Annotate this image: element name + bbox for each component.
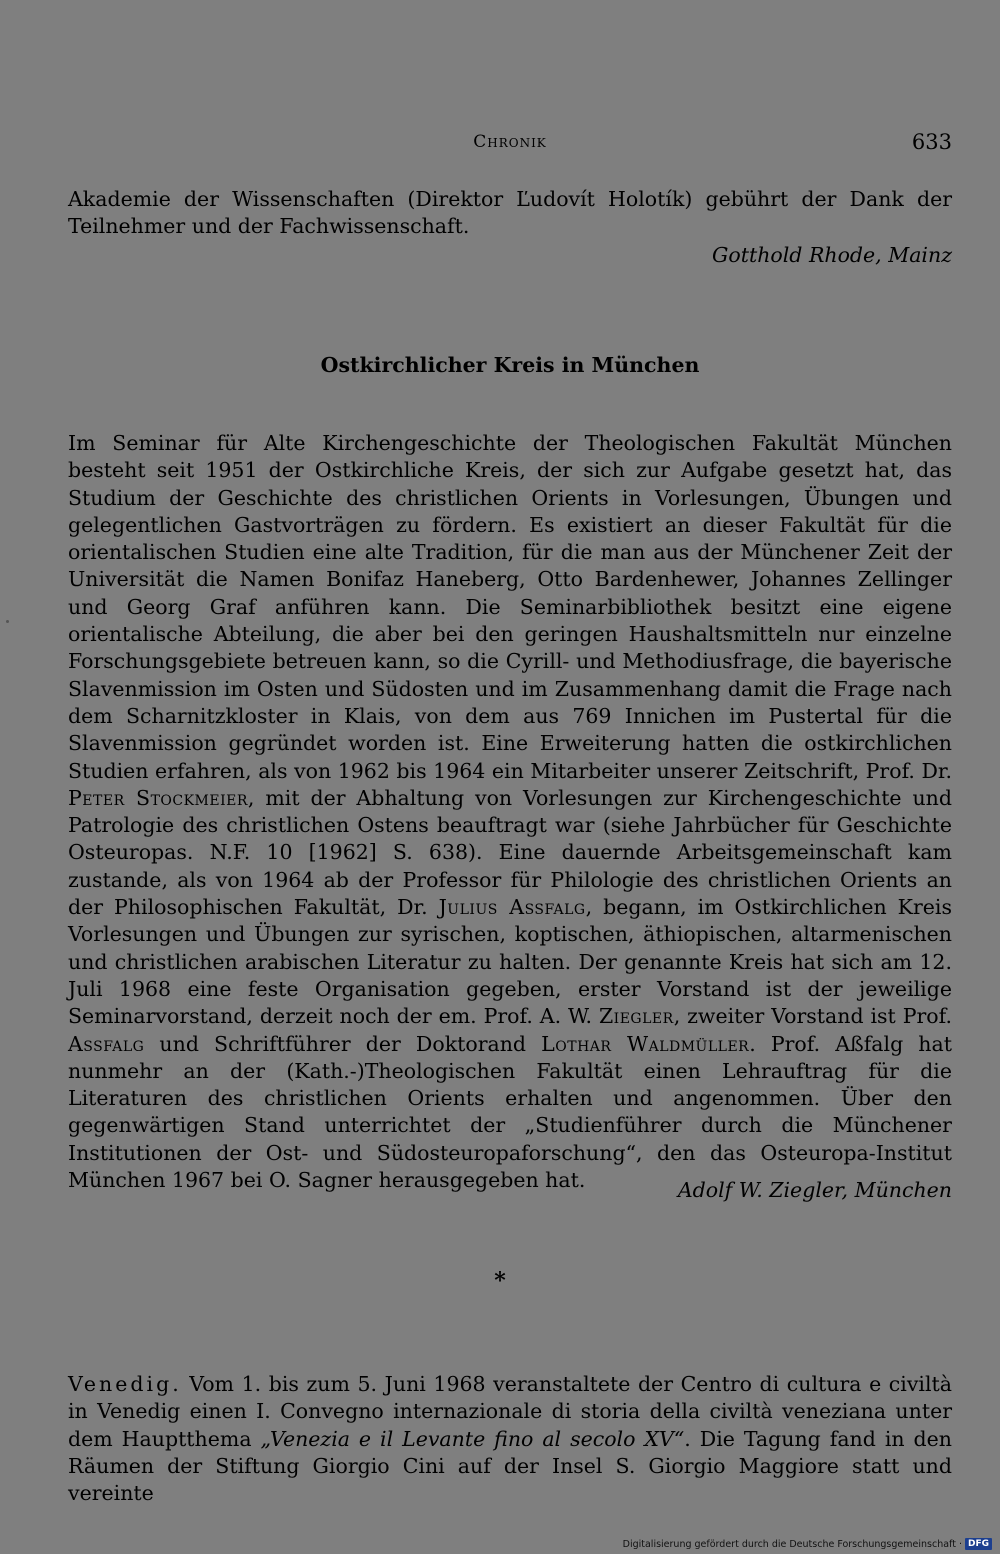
- running-head: [68, 130, 952, 158]
- venedig-lead: Venedig.: [68, 1372, 182, 1396]
- running-title: Chronik: [473, 132, 547, 152]
- article-heading: Ostkirchlicher Kreis in München: [320, 353, 700, 377]
- article-body: [68, 430, 952, 1194]
- venedig-paragraph: [68, 1371, 952, 1507]
- person-name: Julius Assfalg: [438, 895, 586, 920]
- article-text-5: und Schriftführer der Doktorand: [159, 1031, 527, 1056]
- continuation-paragraph: Akademie der Wissenschaften (Direktor Ľudovít Holotík) gebührt der Dank der Teilnehmer und der Fachwissenschaft.: [68, 187, 952, 239]
- article-text-1: Im Seminar für Alte Kirchengeschichte der Theologischen Fakultät München besteht seit 1951 der Ostkirchliche Kreis, der sich zur Aufgabe gesetzt hat, das Studium der Geschichte des christlichen Orients in Vorlesungen, Übungen und gelegentlichen Gastvorträgen zu fördern. Es existiert an dieser Fakultät für die orientalischen Studien eine alte Tradition, für die man aus der Münchener Zeit der Universität die Namen Bonifaz Haneberg, Otto Bardenhewer, Johannes Zellinger und Georg Graf anführen kann. Die Seminarbibliothek besitzt eine eigene orientalische Abteilung, die aber bei den geringen Haushaltsmitteln nur einzelne Forschungsgebiete betreuen kann, so die Cyrill- und Methodiusfrage, die bayerische Slavenmission im Osten und Südosten und im Zusammenhang damit die Frage nach dem Scharnitzkloster in Klais, von dem aus 769 Innichen im Pustertal für die Slavenmission gegründet worden ist. Eine Erweiterung hatten die ostkirchlichen Studien erfahren, als von 1962 bis 1964 ein Mitarbeiter unserer Zeitschrift, Prof. Dr.: [68, 431, 952, 783]
- digitization-footer: [623, 1536, 992, 1552]
- article-text-4: , zweiter Vorstand ist Prof.: [673, 1004, 952, 1029]
- footer-text: Digitalisierung gefördert durch die Deutsche Forschungsgemeinschaft ·: [622, 1538, 962, 1550]
- margin-mark: [6, 620, 9, 623]
- page-number: 633: [911, 130, 952, 154]
- article-signature: Adolf W. Ziegler, München: [677, 1178, 952, 1202]
- person-name: Peter Stockmeier: [68, 785, 248, 810]
- article-text-3: , begann, im Ostkirchlichen Kreis Vorlesungen und Übungen zur syrischen, koptischen, äthiopischen, altarmenischen und christlichen arabischen Literatur zu halten. Der genannte Kreis hat sich am 12. Juli 1968 eine feste Organisation gegeben, erster Vorstand ist der jeweilige Seminarvorstand, derzeit noch der em. Prof. A. W.: [68, 895, 952, 1029]
- dfg-logo-icon: DFG: [965, 1538, 992, 1550]
- article-text-2: , mit der Abhaltung von Vorlesungen zur Kirchengeschichte und Patrologie des christlichen Ostens beauftragt war (siehe Jahrbücher für Geschichte Osteuropas. N.F. 10 [1962] S. 638). Eine dauernde Arbeitsgemeinschaft kam zustande, als von 1964 ab der Professor für Philologie des christlichen Orients an der Philosophischen Fakultät, Dr.: [68, 785, 952, 920]
- section-ornament: *: [494, 1268, 506, 1294]
- person-name: Ziegler: [598, 1004, 674, 1029]
- venedig-text-2: . Die Tagung fand in den Räumen der Stiftung Giorgio Cini auf der Insel S. Giorgio Maggiore statt und vereinte: [68, 1426, 952, 1506]
- person-name: Assfalg: [68, 1031, 145, 1056]
- continuation-signature: Gotthold Rhode, Mainz: [712, 243, 952, 267]
- person-name: Lothar Waldmüller: [541, 1031, 750, 1056]
- article-text-6: . Prof. Aßfalg hat nunmehr an der (Kath.-)Theologischen Fakultät einen Lehrauftrag für die Literaturen des christlichen Orients erhalten und angenommen. Über den gegenwärtigen Stand unterrichtet der „Studienführer durch die Münchener Institutionen der Ost- und Südosteuropaforschung“, den das Osteuropa-Institut München 1967 bei O. Sagner herausgegeben hat.: [68, 1031, 952, 1193]
- venedig-theme: „Venezia e il Levante fino al secolo XV“: [260, 1426, 685, 1451]
- venedig-text-1: Vom 1. bis zum 5. Juni 1968 veranstaltete der Centro di cultura e civiltà in Venedig einen I. Convegno internazionale di storia della civiltà veneziana unter dem Hauptthema: [68, 1372, 952, 1451]
